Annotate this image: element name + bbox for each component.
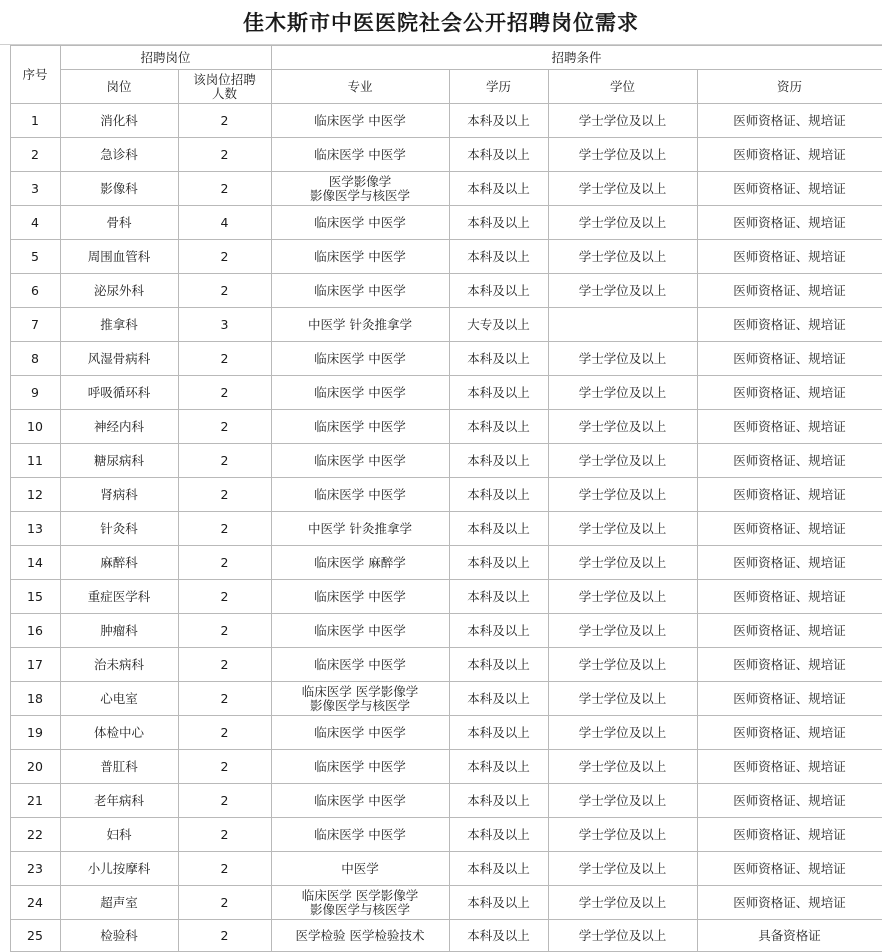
recruitment-table (0, 45, 882, 952)
cell-seq[interactable]: 21 (10, 784, 60, 818)
cell-post[interactable]: 推拿科 (60, 308, 178, 342)
cell-degree[interactable]: 学士学位及以上 (548, 104, 697, 138)
cell-count[interactable]: 2 (178, 784, 271, 818)
left-gutter-cell (0, 648, 10, 682)
cell-education[interactable]: 本科及以上 (449, 172, 548, 206)
cell-education[interactable]: 本科及以上 (449, 580, 548, 614)
title-row (0, 0, 882, 45)
cell-major[interactable] (271, 104, 449, 138)
cell-major[interactable] (271, 546, 449, 580)
header-row-2 (0, 70, 882, 104)
cell-qualification[interactable]: 医师资格证、规培证 (697, 784, 882, 818)
cell-count[interactable]: 2 (178, 682, 271, 716)
table-row (0, 818, 882, 852)
cell-major-line: 临床医学 中医学 (314, 826, 406, 842)
cell-post[interactable]: 检验科 (60, 920, 178, 952)
cell-major[interactable] (271, 206, 449, 240)
cell-degree[interactable]: 学士学位及以上 (548, 852, 697, 886)
cell-education[interactable]: 本科及以上 (449, 818, 548, 852)
cell-degree[interactable]: 学士学位及以上 (548, 750, 697, 784)
cell-degree[interactable]: 学士学位及以上 (548, 342, 697, 376)
table-row (0, 886, 882, 920)
cell-major[interactable] (271, 648, 449, 682)
left-gutter-cell (0, 410, 10, 444)
cell-major-line: 影像医学与核医学 (310, 187, 411, 203)
cell-major-line: 临床医学 中医学 (314, 452, 406, 468)
cell-post[interactable]: 普肛科 (60, 750, 178, 784)
cell-major[interactable] (271, 818, 449, 852)
cell-qualification[interactable]: 医师资格证、规培证 (697, 274, 882, 308)
header-recruit-cond-group[interactable]: 招聘条件 (271, 46, 882, 70)
table-row (0, 342, 882, 376)
cell-degree[interactable]: 学士学位及以上 (548, 172, 697, 206)
cell-post[interactable]: 呼吸循环科 (60, 376, 178, 410)
cell-education[interactable]: 本科及以上 (449, 614, 548, 648)
cell-post[interactable]: 老年病科 (60, 784, 178, 818)
cell-count[interactable]: 2 (178, 614, 271, 648)
cell-post[interactable]: 超声室 (60, 886, 178, 920)
table-row (0, 750, 882, 784)
cell-major-line: 中医学 针灸推拿学 (308, 316, 412, 332)
table-row (0, 648, 882, 682)
cell-major[interactable] (271, 784, 449, 818)
cell-major-line: 医学检验 医学检验技术 (295, 927, 425, 943)
cell-qualification[interactable]: 医师资格证、规培证 (697, 206, 882, 240)
cell-education[interactable]: 本科及以上 (449, 648, 548, 682)
left-gutter-cell (0, 614, 10, 648)
cell-degree[interactable]: 学士学位及以上 (548, 138, 697, 172)
table-row (0, 308, 882, 342)
header-recruit-post-group[interactable]: 招聘岗位 (60, 46, 271, 70)
cell-post[interactable]: 心电室 (60, 682, 178, 716)
cell-major[interactable] (271, 750, 449, 784)
table-row (0, 478, 882, 512)
cell-qualification[interactable]: 医师资格证、规培证 (697, 648, 882, 682)
cell-degree[interactable]: 学士学位及以上 (548, 784, 697, 818)
cell-seq[interactable]: 8 (10, 342, 60, 376)
left-gutter-cell (0, 920, 10, 952)
cell-seq[interactable]: 5 (10, 240, 60, 274)
left-gutter-cell (0, 852, 10, 886)
cell-degree[interactable]: 学士学位及以上 (548, 580, 697, 614)
cell-seq[interactable]: 11 (10, 444, 60, 478)
cell-degree[interactable]: 学士学位及以上 (548, 818, 697, 852)
cell-education[interactable]: 本科及以上 (449, 376, 548, 410)
cell-major[interactable] (271, 512, 449, 546)
left-gutter-cell (0, 682, 10, 716)
cell-qualification[interactable]: 医师资格证、规培证 (697, 580, 882, 614)
cell-degree[interactable]: 学士学位及以上 (548, 682, 697, 716)
header-seq[interactable]: 序号 (10, 46, 60, 104)
cell-qualification[interactable]: 医师资格证、规培证 (697, 138, 882, 172)
cell-post[interactable]: 妇科 (60, 818, 178, 852)
left-gutter-cell (0, 546, 10, 580)
cell-count[interactable]: 2 (178, 818, 271, 852)
left-gutter-cell (0, 138, 10, 172)
cell-major[interactable] (271, 682, 449, 716)
cell-seq[interactable]: 19 (10, 716, 60, 750)
cell-major-line: 临床医学 中医学 (314, 112, 406, 128)
cell-education[interactable]: 本科及以上 (449, 240, 548, 274)
cell-count[interactable]: 2 (178, 852, 271, 886)
cell-qualification[interactable]: 医师资格证、规培证 (697, 546, 882, 580)
cell-major-line: 临床医学 中医学 (314, 792, 406, 808)
cell-post[interactable]: 影像科 (60, 172, 178, 206)
cell-education[interactable]: 本科及以上 (449, 104, 548, 138)
cell-qualification[interactable]: 医师资格证、规培证 (697, 512, 882, 546)
cell-degree[interactable]: 学士学位及以上 (548, 376, 697, 410)
left-gutter-cell (0, 46, 10, 104)
cell-post[interactable]: 糖尿病科 (60, 444, 178, 478)
cell-major[interactable] (271, 716, 449, 750)
left-gutter-cell (0, 512, 10, 546)
left-gutter-cell (0, 274, 10, 308)
table-row (0, 240, 882, 274)
cell-qualification[interactable]: 医师资格证、规培证 (697, 682, 882, 716)
cell-major-line: 临床医学 中医学 (314, 214, 406, 230)
left-gutter-cell (0, 376, 10, 410)
cell-count[interactable]: 2 (178, 376, 271, 410)
cell-post[interactable]: 急诊科 (60, 138, 178, 172)
cell-count[interactable]: 2 (178, 172, 271, 206)
cell-qualification[interactable]: 医师资格证、规培证 (697, 886, 882, 920)
cell-degree[interactable]: 学士学位及以上 (548, 410, 697, 444)
cell-degree[interactable]: 学士学位及以上 (548, 274, 697, 308)
header-major[interactable]: 专业 (271, 70, 449, 104)
cell-seq[interactable]: 4 (10, 206, 60, 240)
cell-major-line: 临床医学 中医学 (314, 622, 406, 638)
cell-degree[interactable]: 学士学位及以上 (548, 920, 697, 952)
cell-major-line: 中医学 针灸推拿学 (308, 520, 412, 536)
cell-major-line: 临床医学 中医学 (314, 588, 406, 604)
cell-count[interactable]: 2 (178, 750, 271, 784)
table-row (0, 376, 882, 410)
cell-major-line: 临床医学 中医学 (314, 758, 406, 774)
cell-qualification[interactable]: 医师资格证、规培证 (697, 308, 882, 342)
cell-post[interactable]: 消化科 (60, 104, 178, 138)
cell-count[interactable]: 2 (178, 920, 271, 952)
cell-education[interactable]: 本科及以上 (449, 546, 548, 580)
cell-major-line: 临床医学 中医学 (314, 146, 406, 162)
cell-seq[interactable]: 23 (10, 852, 60, 886)
cell-count[interactable]: 2 (178, 886, 271, 920)
cell-count[interactable]: 2 (178, 716, 271, 750)
cell-education[interactable]: 本科及以上 (449, 444, 548, 478)
cell-count[interactable]: 2 (178, 410, 271, 444)
cell-major[interactable] (271, 308, 449, 342)
left-gutter-cell (0, 478, 10, 512)
left-gutter-cell (0, 172, 10, 206)
cell-seq[interactable]: 16 (10, 614, 60, 648)
cell-degree[interactable] (548, 308, 697, 342)
header-count-line2: 人数 (212, 85, 238, 101)
cell-major[interactable] (271, 410, 449, 444)
cell-major[interactable] (271, 274, 449, 308)
cell-major[interactable] (271, 580, 449, 614)
cell-major[interactable] (271, 138, 449, 172)
table-row (0, 682, 882, 716)
cell-major[interactable] (271, 886, 449, 920)
cell-major-line: 临床医学 中医学 (314, 282, 406, 298)
table-row (0, 274, 882, 308)
cell-count[interactable]: 2 (178, 240, 271, 274)
cell-major-line: 临床医学 医学影像学 (301, 683, 419, 699)
cell-qualification[interactable]: 医师资格证、规培证 (697, 342, 882, 376)
cell-post[interactable]: 泌尿外科 (60, 274, 178, 308)
cell-seq[interactable]: 24 (10, 886, 60, 920)
cell-qualification[interactable]: 医师资格证、规培证 (697, 852, 882, 886)
cell-major-line: 中医学 (341, 860, 379, 876)
left-gutter-cell (0, 342, 10, 376)
cell-count[interactable]: 2 (178, 444, 271, 478)
cell-seq[interactable]: 14 (10, 546, 60, 580)
cell-seq[interactable]: 22 (10, 818, 60, 852)
cell-seq[interactable]: 1 (10, 104, 60, 138)
table-row (0, 104, 882, 138)
left-gutter-cell (0, 104, 10, 138)
cell-education[interactable]: 本科及以上 (449, 478, 548, 512)
cell-seq[interactable]: 6 (10, 274, 60, 308)
cell-degree[interactable]: 学士学位及以上 (548, 478, 697, 512)
left-gutter-cell (0, 784, 10, 818)
cell-degree[interactable]: 学士学位及以上 (548, 444, 697, 478)
cell-education[interactable]: 本科及以上 (449, 274, 548, 308)
cell-degree[interactable]: 学士学位及以上 (548, 206, 697, 240)
cell-major[interactable] (271, 240, 449, 274)
cell-post[interactable]: 重症医学科 (60, 580, 178, 614)
cell-major-line: 临床医学 中医学 (314, 418, 406, 434)
header-degree[interactable]: 学位 (548, 70, 697, 104)
cell-seq[interactable]: 12 (10, 478, 60, 512)
cell-count[interactable]: 2 (178, 580, 271, 614)
cell-seq[interactable]: 18 (10, 682, 60, 716)
cell-qualification[interactable]: 医师资格证、规培证 (697, 750, 882, 784)
cell-seq[interactable]: 20 (10, 750, 60, 784)
table-row (0, 138, 882, 172)
cell-qualification[interactable]: 具备资格证 (697, 920, 882, 952)
cell-qualification[interactable]: 医师资格证、规培证 (697, 818, 882, 852)
cell-major-line: 临床医学 麻醉学 (314, 554, 406, 570)
left-gutter-cell (0, 750, 10, 784)
cell-count[interactable]: 2 (178, 342, 271, 376)
cell-seq[interactable]: 9 (10, 376, 60, 410)
cell-post[interactable]: 骨科 (60, 206, 178, 240)
cell-degree[interactable]: 学士学位及以上 (548, 716, 697, 750)
header-count-line1: 该岗位招聘 (193, 71, 256, 87)
left-gutter-cell (0, 444, 10, 478)
cell-major-line: 医学影像学 (328, 173, 392, 189)
cell-post[interactable]: 治未病科 (60, 648, 178, 682)
cell-post[interactable]: 体检中心 (60, 716, 178, 750)
cell-education[interactable]: 本科及以上 (449, 410, 548, 444)
table-row (0, 410, 882, 444)
cell-count[interactable]: 2 (178, 104, 271, 138)
cell-major-line: 影像医学与核医学 (310, 901, 411, 917)
cell-major[interactable] (271, 342, 449, 376)
cell-count[interactable]: 4 (178, 206, 271, 240)
cell-seq[interactable]: 3 (10, 172, 60, 206)
cell-major-line: 临床医学 中医学 (314, 248, 406, 264)
cell-major[interactable] (271, 852, 449, 886)
cell-qualification[interactable]: 医师资格证、规培证 (697, 614, 882, 648)
table-row (0, 512, 882, 546)
cell-seq[interactable]: 10 (10, 410, 60, 444)
cell-degree[interactable]: 学士学位及以上 (548, 886, 697, 920)
cell-degree[interactable]: 学士学位及以上 (548, 648, 697, 682)
left-gutter-cell (0, 240, 10, 274)
cell-seq[interactable]: 17 (10, 648, 60, 682)
cell-education[interactable]: 大专及以上 (449, 308, 548, 342)
cell-major[interactable] (271, 444, 449, 478)
cell-qualification[interactable]: 医师资格证、规培证 (697, 240, 882, 274)
header-row-1 (0, 46, 882, 70)
cell-major[interactable] (271, 376, 449, 410)
cell-education[interactable]: 本科及以上 (449, 342, 548, 376)
left-gutter-cell (0, 308, 10, 342)
table-row (0, 852, 882, 886)
cell-degree[interactable]: 学士学位及以上 (548, 240, 697, 274)
cell-major[interactable] (271, 920, 449, 952)
table-row (0, 920, 882, 952)
table-row (0, 172, 882, 206)
table-row (0, 580, 882, 614)
cell-qualification[interactable]: 医师资格证、规培证 (697, 478, 882, 512)
table-row (0, 206, 882, 240)
cell-education[interactable]: 本科及以上 (449, 716, 548, 750)
table-row (0, 614, 882, 648)
header-count[interactable] (178, 70, 271, 104)
header-education[interactable]: 学历 (449, 70, 548, 104)
table-row (0, 546, 882, 580)
cell-degree[interactable]: 学士学位及以上 (548, 546, 697, 580)
left-gutter-cell (0, 206, 10, 240)
cell-post[interactable]: 肿瘤科 (60, 614, 178, 648)
cell-major-line: 临床医学 中医学 (314, 486, 406, 502)
cell-education[interactable]: 本科及以上 (449, 138, 548, 172)
table-row (0, 784, 882, 818)
cell-post[interactable]: 肾病科 (60, 478, 178, 512)
page-title: 佳木斯市中医医院社会公开招聘岗位需求 (243, 11, 639, 35)
cell-seq[interactable]: 15 (10, 580, 60, 614)
cell-count[interactable]: 2 (178, 478, 271, 512)
cell-major[interactable] (271, 614, 449, 648)
cell-post[interactable]: 麻醉科 (60, 546, 178, 580)
cell-qualification[interactable]: 医师资格证、规培证 (697, 444, 882, 478)
cell-seq[interactable]: 7 (10, 308, 60, 342)
cell-education[interactable]: 本科及以上 (449, 512, 548, 546)
cell-post[interactable]: 周围血管科 (60, 240, 178, 274)
header-post[interactable]: 岗位 (60, 70, 178, 104)
cell-qualification[interactable]: 医师资格证、规培证 (697, 376, 882, 410)
cell-major-line: 临床医学 中医学 (314, 656, 406, 672)
cell-degree[interactable]: 学士学位及以上 (548, 512, 697, 546)
cell-major-line: 影像医学与核医学 (310, 697, 411, 713)
cell-education[interactable]: 本科及以上 (449, 206, 548, 240)
left-gutter-cell (0, 886, 10, 920)
header-qualification[interactable]: 资历 (697, 70, 882, 104)
cell-education[interactable]: 本科及以上 (449, 920, 548, 952)
cell-major[interactable] (271, 478, 449, 512)
left-gutter-cell (0, 580, 10, 614)
table-row (0, 716, 882, 750)
cell-post[interactable]: 风湿骨病科 (60, 342, 178, 376)
cell-major-line: 临床医学 中医学 (314, 350, 406, 366)
cell-qualification[interactable]: 医师资格证、规培证 (697, 410, 882, 444)
cell-education[interactable]: 本科及以上 (449, 886, 548, 920)
cell-education[interactable]: 本科及以上 (449, 852, 548, 886)
cell-seq[interactable]: 13 (10, 512, 60, 546)
cell-education[interactable]: 本科及以上 (449, 682, 548, 716)
cell-major-line: 临床医学 中医学 (314, 384, 406, 400)
cell-major[interactable] (271, 172, 449, 206)
cell-qualification[interactable]: 医师资格证、规培证 (697, 104, 882, 138)
cell-count[interactable]: 3 (178, 308, 271, 342)
cell-post[interactable]: 小儿按摩科 (60, 852, 178, 886)
cell-education[interactable]: 本科及以上 (449, 784, 548, 818)
cell-post[interactable]: 神经内科 (60, 410, 178, 444)
cell-major-line: 临床医学 医学影像学 (301, 887, 419, 903)
left-gutter-cell (0, 818, 10, 852)
table-body (0, 104, 882, 952)
cell-qualification[interactable]: 医师资格证、规培证 (697, 172, 882, 206)
cell-education[interactable]: 本科及以上 (449, 750, 548, 784)
cell-major-line: 临床医学 中医学 (314, 724, 406, 740)
cell-count[interactable]: 2 (178, 546, 271, 580)
cell-count[interactable]: 2 (178, 512, 271, 546)
cell-qualification[interactable]: 医师资格证、规培证 (697, 716, 882, 750)
cell-post[interactable]: 针灸科 (60, 512, 178, 546)
cell-degree[interactable]: 学士学位及以上 (548, 614, 697, 648)
table-row (0, 444, 882, 478)
left-gutter-cell (0, 716, 10, 750)
cell-count[interactable]: 2 (178, 648, 271, 682)
cell-seq[interactable]: 25 (10, 920, 60, 952)
cell-count[interactable]: 2 (178, 138, 271, 172)
cell-count[interactable]: 2 (178, 274, 271, 308)
cell-seq[interactable]: 2 (10, 138, 60, 172)
